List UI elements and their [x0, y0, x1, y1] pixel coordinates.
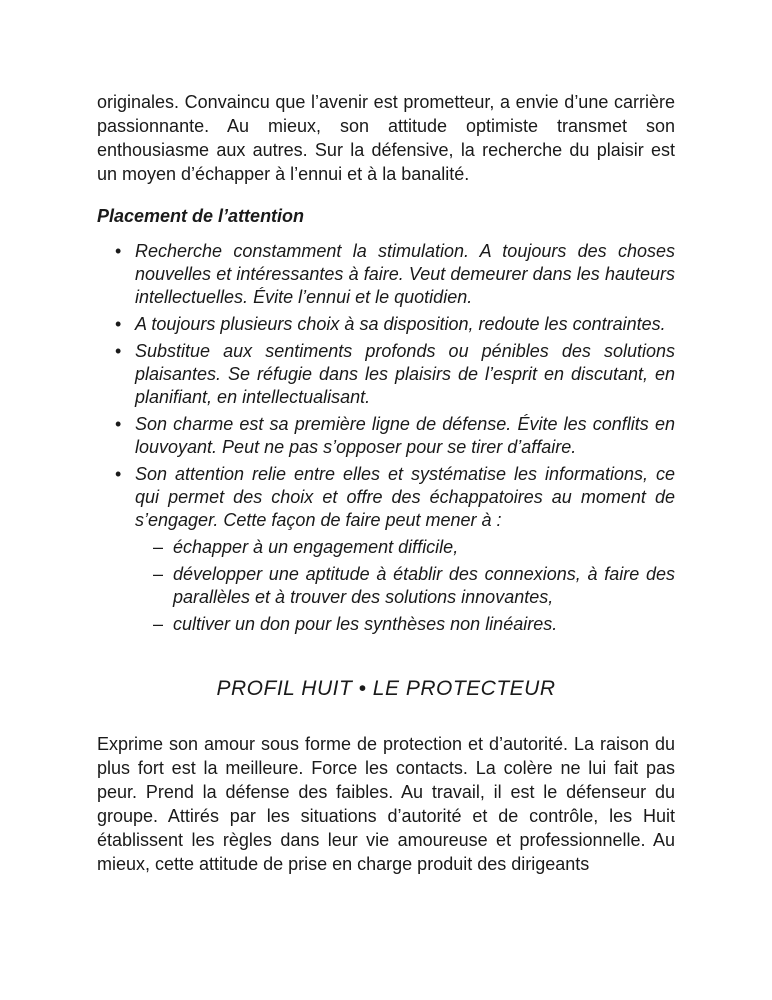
sub-item-text: cultiver un don pour les synthèses non linéaires.	[173, 614, 558, 634]
sub-item	[135, 563, 675, 609]
bullet-text: Son attention relie entre elles et systématise les informations, ce qui permet des choix et offre des échappatoires au moment de s’engager. Cette façon de faire peut mener à :	[135, 464, 675, 530]
bullet-icon: •	[115, 341, 122, 361]
sub-item-text: échapper à un engagement difficile,	[173, 537, 459, 557]
bullet-icon: •	[115, 314, 122, 334]
bullet-text: A toujours plusieurs choix à sa disposition, redoute les contraintes.	[135, 314, 666, 334]
bullet-text: Son charme est sa première ligne de défense. Évite les conflits en louvoyant. Peut ne pas s’opposer pour se tirer d’affaire.	[135, 414, 675, 457]
bullet-icon: •	[115, 464, 122, 484]
profile-title: PROFIL HUIT • LE PROTECTEUR	[216, 677, 556, 700]
intro-paragraph: originales. Convaincu que l’avenir est prometteur, a envie d’une carrière passionnante. Au mieux, son attitude optimiste transmet son enthousiasme aux autres. Sur la défensive, la recherche du plaisir est un moyen d’échapper à l’ennui et à la banalité.	[97, 92, 675, 184]
sub-item-list	[135, 536, 675, 636]
dash-icon: –	[153, 537, 164, 557]
profile-paragraph: Exprime son amour sous forme de protection et d’autorité. La raison du plus fort est la meilleure. Force les contacts. La colère ne lui fait pas peur. Prend la défense des faibles. Au travail, il est le défenseur du groupe. Attirés par les situations d’autorité et de contrôle, les Huit établissent les règles dans leur vie amoureuse et professionnelle. Au mieux, cette attitude de prise en charge produit des dirigeants	[97, 734, 675, 874]
bullet-text: Substitue aux sentiments profonds ou pénibles des solutions plaisantes. Se réfugie dans les plaisirs de l’esprit en discutant, en planifiant, en intellectualisant.	[135, 341, 675, 407]
attention-section-heading: Placement de l’attention	[97, 206, 305, 226]
bullet-item	[97, 313, 675, 336]
bullet-item	[97, 340, 675, 409]
attention-bullet-list	[97, 240, 675, 636]
dash-icon: –	[153, 564, 164, 584]
bullet-item	[97, 240, 675, 309]
dash-icon: –	[153, 614, 164, 634]
bullet-item	[97, 413, 675, 459]
bullet-icon: •	[115, 414, 122, 434]
bullet-text: Recherche constamment la stimulation. A toujours des choses nouvelles et intéressantes à faire. Veut demeurer dans les hauteurs intellectuelles. Évite l’ennui et le quotidien.	[135, 241, 675, 307]
bullet-item	[97, 463, 675, 636]
bullet-icon: •	[115, 241, 122, 261]
sub-item-text: développer une aptitude à établir des connexions, à faire des parallèles et à trouver des solutions innovantes,	[173, 564, 675, 607]
sub-item	[135, 536, 675, 559]
page-content	[97, 90, 675, 876]
sub-item	[135, 613, 675, 636]
